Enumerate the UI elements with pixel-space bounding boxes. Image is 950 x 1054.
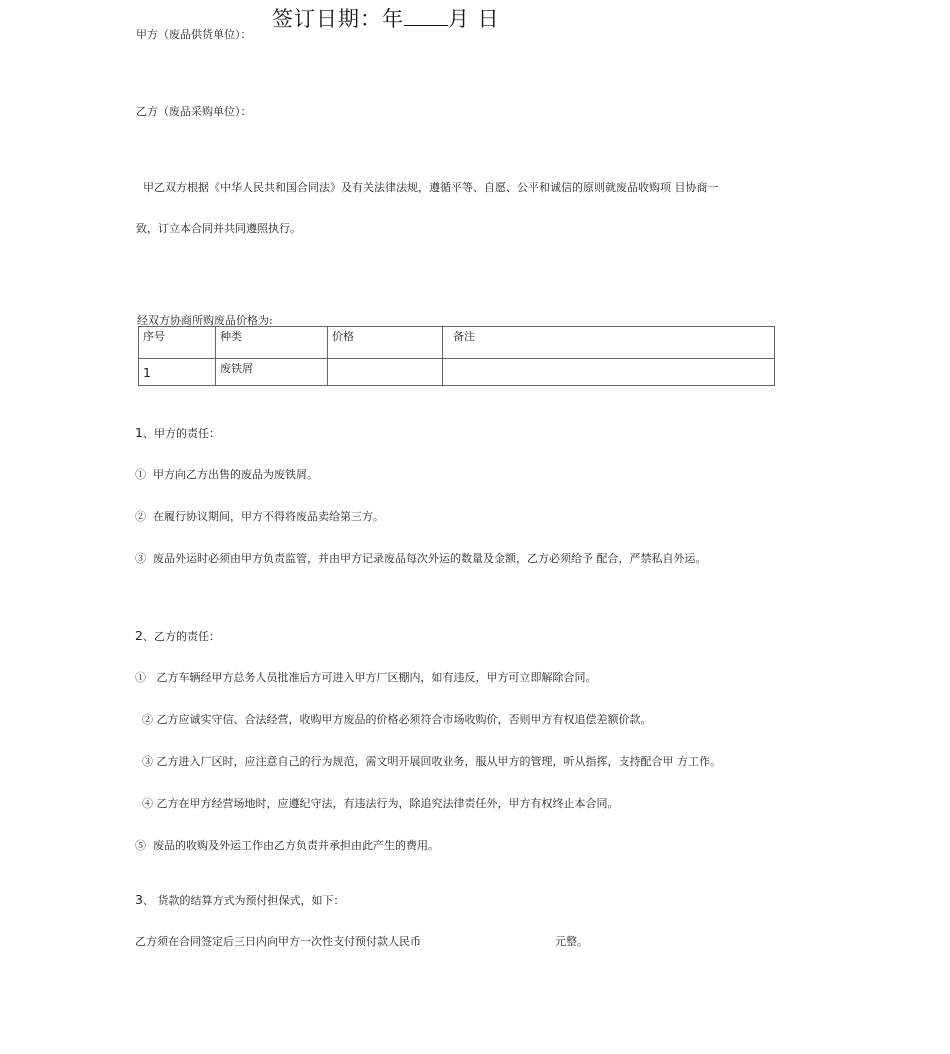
list-item xyxy=(142,755,721,769)
price-table-header xyxy=(139,327,775,359)
item-mark: ③ xyxy=(135,552,146,565)
cell-no xyxy=(139,359,216,386)
section-1-heading xyxy=(135,426,220,441)
item-text: 乙方在甲方经营场地时，应遵纪守法，有违法行为，除追究法律责任外，甲方有权终止本合同。 xyxy=(156,797,619,810)
title-prefix: 签订日期：年 xyxy=(272,7,404,31)
item-mark: ② xyxy=(142,713,153,726)
item-text: 乙方进入厂区时，应注意自己的行为规范，需文明开展回收业务，服从甲方的管理，听从指挥，支持配合甲 方工作。 xyxy=(156,755,721,768)
list-item xyxy=(135,839,439,853)
cell-no-value: 1 xyxy=(143,365,151,380)
price-table-caption: 经双方协商所购废品价格为: xyxy=(137,314,273,327)
list-item xyxy=(142,797,619,811)
list-item xyxy=(135,671,597,685)
list-item xyxy=(135,468,318,482)
item-text: 在履行协议期间，甲方不得将废品卖给第三方。 xyxy=(153,510,384,523)
intro-line-1: 甲乙双方根据《中华人民共和国合同法》及有关法律法规，遵循平等、自愿、公平和诚信的原则就废品收购项 目协商一 xyxy=(143,181,719,194)
section-3-number: 3 xyxy=(135,892,143,907)
section-2-title: 、乙方的责任： xyxy=(142,630,220,643)
cell-price[interactable] xyxy=(328,359,443,386)
signing-date-title xyxy=(272,3,500,33)
cell-type: 废铁屑 xyxy=(216,359,328,386)
section-1-number: 1 xyxy=(135,425,143,440)
item-text: 废品外运时必须由甲方负责监管，并由甲方记录废品每次外运的数量及金额，乙方必须给予 配合，严禁私自外运。 xyxy=(153,552,707,565)
party-a-label: 甲方（废品供货单位）： xyxy=(136,28,252,41)
title-mid: 月 日 xyxy=(448,7,500,31)
section-1-title: 、甲方的责任： xyxy=(142,427,220,440)
item-text: 废品的收购及外运工作由乙方负责并承担由此产生的费用。 xyxy=(153,839,439,852)
header-type: 种类 xyxy=(216,327,328,359)
item-mark: ④ xyxy=(142,797,153,810)
item-mark: ③ xyxy=(142,755,153,768)
party-b-label: 乙方（废品采购单位）： xyxy=(136,105,252,118)
prepayment-line-suffix: 元整。 xyxy=(555,935,588,948)
item-mark: ① xyxy=(135,468,146,481)
list-item xyxy=(135,552,707,566)
month-blank[interactable] xyxy=(404,7,448,26)
section-2-number: 2 xyxy=(135,628,143,643)
item-text: 乙方车辆经甲方总务人员批准后方可进入甲方厂区棚内，如有违反，甲方可立即解除合同。 xyxy=(156,671,597,684)
item-text: 甲方向乙方出售的废品为废铁屑。 xyxy=(153,468,318,481)
header-note: 备注 xyxy=(443,327,775,359)
item-mark: ① xyxy=(135,671,146,684)
prepayment-line-prefix: 乙方须在合同签定后三日内向甲方一次性支付预付款人民币 xyxy=(135,935,421,948)
section-2-heading xyxy=(135,629,220,644)
intro-line-2: 致，订立本合同并共同遵照执行。 xyxy=(136,222,301,235)
table-row xyxy=(139,359,775,386)
item-text: 乙方应诚实守信、合法经营，收购甲方废品的价格必须符合市场收购价，否则甲方有权追偿差额价款。 xyxy=(156,713,652,726)
item-mark: ⑤ xyxy=(135,839,146,852)
item-mark: ② xyxy=(135,510,146,523)
cell-note[interactable] xyxy=(443,359,775,386)
list-item xyxy=(135,510,384,524)
section-3-title: 、 货款的结算方式为预付担保式，如下： xyxy=(142,894,345,907)
price-table xyxy=(138,326,775,386)
section-3-heading xyxy=(135,893,344,908)
list-item xyxy=(142,713,652,727)
header-price: 价格 xyxy=(328,327,443,359)
header-no: 序号 xyxy=(139,327,216,359)
